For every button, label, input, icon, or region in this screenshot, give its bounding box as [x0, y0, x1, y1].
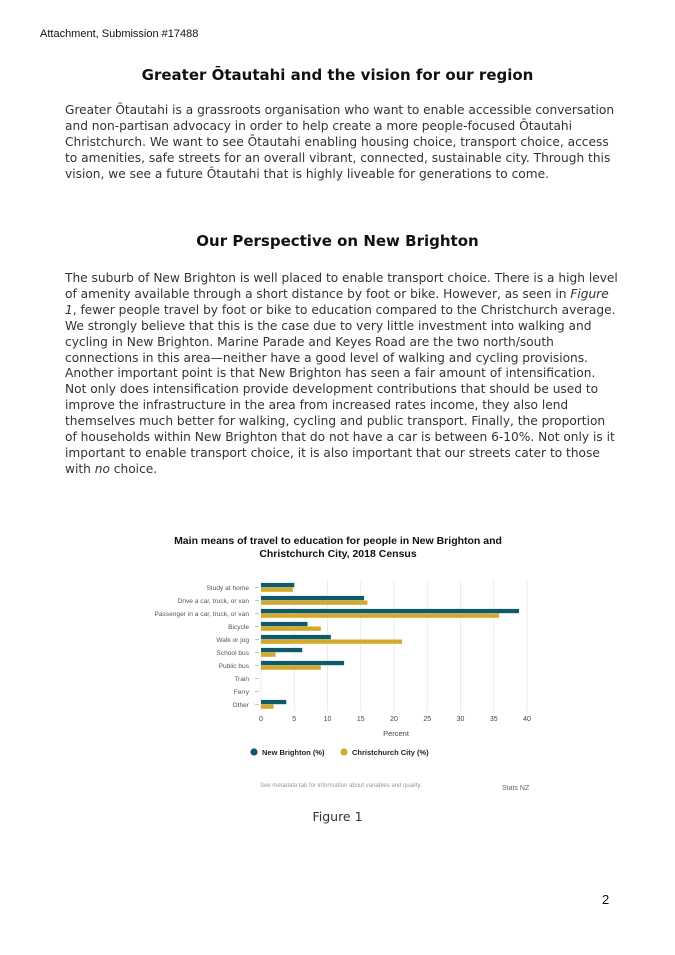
bar-new-brighton — [261, 583, 294, 587]
bar-christchurch — [261, 666, 321, 670]
legend-label-new-brighton: New Brighton (%) — [262, 748, 325, 757]
section-title-vision: Greater Ōtautahi and the vision for our region — [141, 66, 534, 84]
chart-title-line2: Christchurch City, 2018 Census — [259, 548, 417, 560]
paragraph-text-part1: The suburb of New Brighton is well placed to enable transport choice. There is a high level of amenity available through a short distance by foot or bike. However, as seen in — [65, 271, 618, 301]
paragraph-text-part2: , fewer people travel by foot or bike to education compared to the Christchurch average. We strongly believe that this is the case due to very little investment into walking and cycling in New Brighton. Marine Parade and Keyes Road are the two north/south connections in this area—neither have a good level of walking and cycling provisions. Another important point is that New Brighton has seen a fair amount of intensification. Not only does intensification provide development contributions that should be used to improve the infrastructure in the area from increased rates income, they also lend themselves much better for walking, cycling and public transport. Finally, the proportion of households within New Brighton that do not have a car is between 6-10%. Not only is it important to enable transport choice, it is also important that our streets cater to those with — [65, 302, 616, 476]
travel-chart — [120, 528, 560, 798]
bar-christchurch — [261, 653, 276, 657]
bar-new-brighton — [261, 596, 364, 600]
bar-christchurch — [261, 588, 293, 592]
travel-chart-figure — [120, 528, 560, 798]
category-label: Drive a car, truck, or van — [177, 598, 249, 605]
x-tick-label: 40 — [523, 716, 531, 723]
category-label: Public bus — [218, 663, 249, 670]
category-label: Ferry — [233, 689, 249, 696]
chart-footnote: See metadata tab for information about variables and quality. — [260, 783, 422, 789]
bar-christchurch — [261, 627, 321, 631]
x-tick-label: 10 — [323, 716, 332, 723]
vision-paragraph: Greater Ōtautahi is a grassroots organisation who want to enable accessible conversation and non-partisan advocacy in order to help create a more people-focused Ōtautahi Christchurch. We want to see Ōtautahi enabling housing choice, transport choice, access to amenities, safe streets for an overall vibrant, connected, sustainable city. Through this vision, we see a future Ōtautahi that is highly liveable for generations to come. — [65, 103, 615, 181]
chart-bars — [261, 583, 519, 709]
chart-title-line1: Main means of travel to education for people in New Brighton and — [174, 535, 502, 547]
x-tick-label: 35 — [489, 716, 498, 723]
x-tick-label: 5 — [292, 716, 297, 723]
x-tick-label: 30 — [456, 716, 465, 723]
bar-christchurch — [261, 614, 499, 618]
legend-swatch-new-brighton — [250, 748, 257, 755]
x-tick-label: 20 — [390, 716, 398, 723]
category-label: Passenger in a car, truck, or van — [154, 611, 249, 618]
bar-new-brighton — [261, 648, 302, 652]
x-axis-label: Percent — [383, 729, 409, 738]
legend-label-christchurch: Christchurch City (%) — [352, 748, 429, 757]
chart-x-ticks — [259, 716, 531, 723]
x-tick-label: 25 — [423, 716, 432, 723]
category-label: Walk or jog — [216, 637, 249, 644]
bar-christchurch — [261, 705, 274, 709]
emphasis-no: no — [94, 461, 110, 476]
figure-caption: Figure 1 — [312, 809, 363, 824]
bar-christchurch — [261, 640, 402, 644]
figure-reference: Figure 1 — [65, 286, 609, 317]
bar-new-brighton — [261, 635, 331, 639]
category-label: Other — [232, 702, 249, 709]
x-tick-label: 15 — [356, 716, 365, 723]
category-label: Study at home — [206, 585, 249, 592]
x-tick-label: 0 — [259, 716, 263, 723]
bar-christchurch — [261, 601, 367, 605]
category-label: Train — [234, 676, 249, 683]
legend-swatch-christchurch — [340, 748, 347, 755]
category-label: School bus — [216, 650, 249, 657]
new-brighton-paragraph — [65, 271, 620, 478]
chart-category-labels — [154, 585, 259, 709]
page-number: 2 — [602, 892, 610, 907]
bar-new-brighton — [261, 700, 286, 704]
attachment-header: Attachment, Submission #17488 — [40, 28, 199, 40]
section-title-new-brighton: Our Perspective on New Brighton — [196, 232, 479, 250]
category-label: Bicycle — [228, 624, 249, 631]
paragraph-text-part3: choice. — [109, 461, 158, 476]
bar-new-brighton — [261, 622, 308, 626]
chart-source: Stats NZ — [502, 785, 530, 792]
bar-new-brighton — [261, 661, 344, 665]
bar-new-brighton — [261, 609, 519, 613]
